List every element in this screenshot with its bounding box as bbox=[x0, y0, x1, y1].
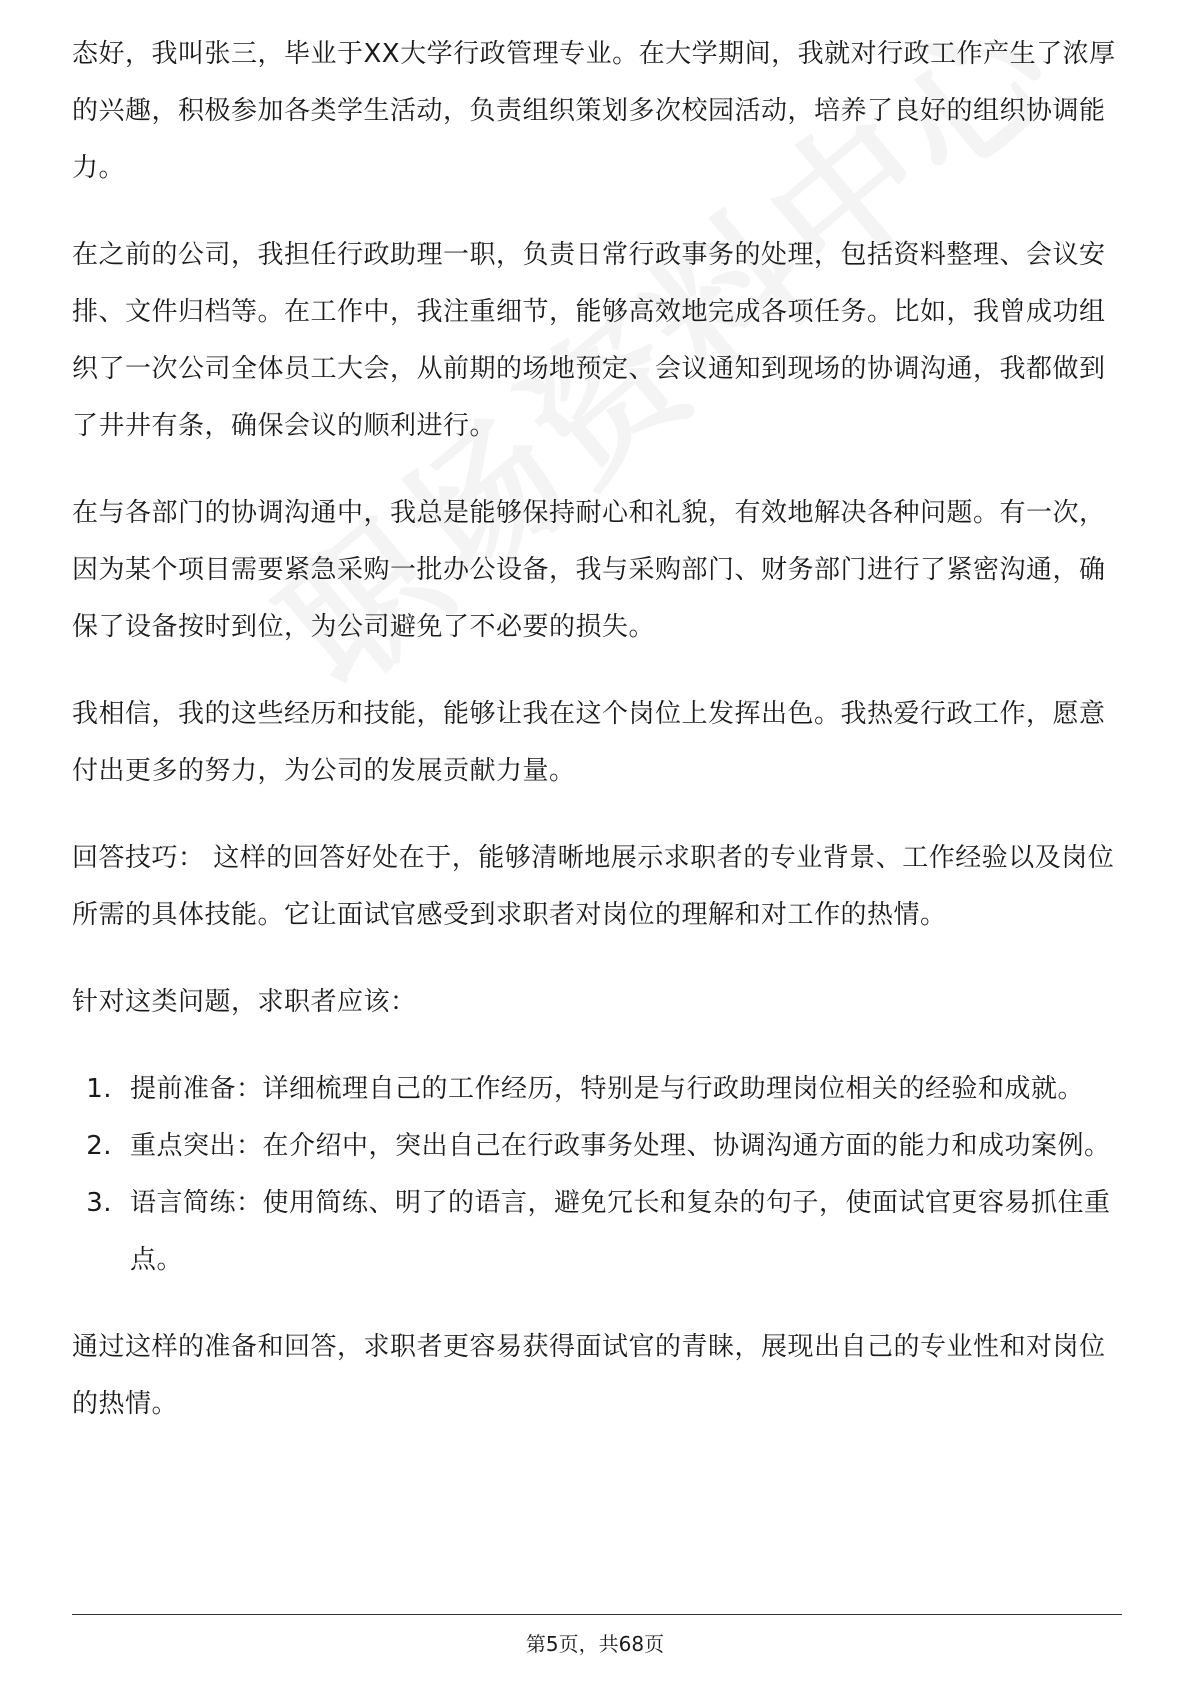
list-item-text: 重点突出：在介绍中，突出自己在行政事务处理、协调沟通方面的能力和成功案例。 bbox=[130, 1131, 1111, 1161]
list-item-number: 2. bbox=[86, 1131, 112, 1161]
paragraph-answer-tips: 回答技巧： 这样的回答好处在于，能够清晰地展示求职者的专业背景、工作经验以及岗位所需的具体技能。它让面试官感受到求职者对岗位的理解和对工作的热情。 bbox=[72, 843, 1115, 930]
list-item bbox=[72, 1061, 1122, 1118]
list-item bbox=[72, 1175, 1122, 1289]
paragraph-intro: 态好，我叫张三，毕业于XX大学行政管理专业。在大学期间，我就对行政工作产生了浓厚的兴趣，积极参加各类学生活动，负责组织策划多次校园活动，培养了良好的组织协调能力。 bbox=[72, 39, 1116, 183]
page-number: 第5页，共68页 bbox=[525, 1632, 665, 1656]
list-item-number: 1. bbox=[86, 1074, 112, 1104]
paragraph-coordination: 在与各部门的协调沟通中，我总是能够保持耐心和礼貌，有效地解决各种问题。有一次，因为某个项目需要紧急采购一批办公设备，我与采购部门、财务部门进行了紧密沟通，确保了设备按时到位，为公司避免了不必要的损失。 bbox=[72, 498, 1106, 642]
list-item-text: 语言简练：使用简练、明了的语言，避免冗长和复杂的句子，使面试官更容易抓住重点。 bbox=[130, 1188, 1111, 1275]
paragraph-previous-job: 在之前的公司，我担任行政助理一职，负责日常行政事务的处理，包括资料整理、会议安排、文件归档等。在工作中，我注重细节，能够高效地完成各项任务。比如，我曾成功组织了一次公司全体员工大会，从前期的场地预定、会议通知到现场的协调沟通，我都做到了井井有条，确保会议的顺利进行。 bbox=[72, 240, 1106, 441]
list-item bbox=[72, 1118, 1122, 1175]
footer-divider bbox=[72, 1614, 1122, 1615]
paragraph-advice-intro: 针对这类问题，求职者应该： bbox=[72, 987, 417, 1017]
paragraph-summary: 通过这样的准备和回答，求职者更容易获得面试官的青睐，展现出自己的专业性和对岗位的热情。 bbox=[72, 1332, 1106, 1419]
list-item-text: 提前准备：详细梳理自己的工作经历，特别是与行政助理岗位相关的经验和成就。 bbox=[130, 1074, 1085, 1104]
list-item-number: 3. bbox=[86, 1188, 112, 1218]
paragraph-conclusion: 我相信，我的这些经历和技能，能够让我在这个岗位上发挥出色。我热爱行政工作，愿意付出更多的努力，为公司的发展贡献力量。 bbox=[72, 699, 1106, 786]
advice-list bbox=[72, 1061, 1122, 1289]
page-content bbox=[72, 26, 1122, 1463]
